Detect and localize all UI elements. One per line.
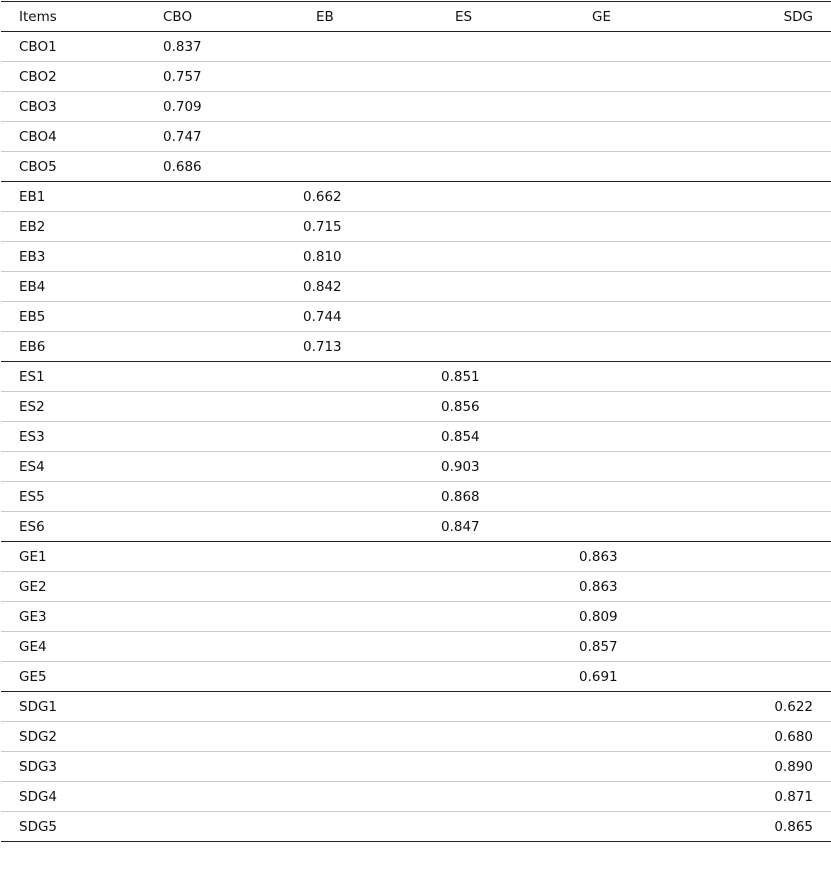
cell-sdg [695,182,831,212]
cell-ge [557,692,695,722]
cell-ge [557,722,695,752]
cell-cbo [141,572,281,602]
cell-eb [281,782,419,812]
cell-es [419,332,557,362]
cell-cbo [141,302,281,332]
cell-eb: 0.810 [303,248,342,265]
cell-sdg [695,242,831,272]
cell-eb [281,482,419,512]
cell-ge [557,302,695,332]
cell-ge [557,392,695,422]
cell-es [419,782,557,812]
cell-sdg: 0.890 [774,758,813,775]
cell-sdg: 0.865 [774,818,813,835]
cell-eb [281,392,419,422]
cell-es [419,692,557,722]
header-cbo: CBO [163,8,193,25]
table-row [1,662,831,692]
cell-item: ES4 [19,458,45,475]
cell-eb [281,92,419,122]
factor-loadings-table-container [0,1,813,884]
cell-sdg: 0.871 [774,788,813,805]
cell-es [419,272,557,302]
cell-item: SDG3 [19,758,58,775]
cell-eb [281,692,419,722]
cell-es [419,812,557,842]
cell-eb: 0.713 [303,338,342,355]
cell-sdg [695,392,831,422]
cell-sdg [695,62,831,92]
cell-es [419,92,557,122]
cell-item: EB3 [19,248,46,265]
table-header [1,2,831,32]
cell-item: ES6 [19,518,45,535]
header-items: Items [19,8,57,25]
header-eb: EB [316,8,334,25]
cell-item: EB1 [19,188,46,205]
cell-ge [557,272,695,302]
cell-eb [281,422,419,452]
cell-ge: 0.857 [579,638,618,655]
cell-ge [557,212,695,242]
cell-item: CBO1 [19,38,57,55]
cell-ge [557,362,695,392]
table-row [1,332,831,362]
cell-eb [281,122,419,152]
table-row [1,512,831,542]
cell-sdg [695,602,831,632]
cell-item: CBO5 [19,158,57,175]
cell-ge [557,242,695,272]
cell-eb: 0.715 [303,218,342,235]
cell-cbo [141,812,281,842]
cell-cbo [141,332,281,362]
cell-eb [281,452,419,482]
cell-cbo [141,362,281,392]
cell-es [419,182,557,212]
cell-es: 0.847 [441,518,480,535]
cell-es: 0.856 [441,398,480,415]
cell-eb [281,542,419,572]
cell-sdg [695,452,831,482]
cell-item: EB6 [19,338,46,355]
table-row [1,722,831,752]
cell-ge [557,182,695,212]
cell-eb [281,62,419,92]
table-row [1,32,831,62]
table-row [1,212,831,242]
cell-ge: 0.691 [579,668,618,685]
cell-cbo [141,662,281,692]
cell-sdg [695,332,831,362]
cell-sdg: 0.622 [774,698,813,715]
cell-item: GE5 [19,668,47,685]
cell-ge [557,62,695,92]
cell-cbo [141,542,281,572]
cell-item: EB5 [19,308,46,325]
cell-eb [281,662,419,692]
cell-item: EB2 [19,218,46,235]
header-row [1,2,831,32]
cell-item: ES1 [19,368,45,385]
cell-sdg [695,32,831,62]
cell-eb [281,752,419,782]
table-row [1,62,831,92]
cell-cbo [141,722,281,752]
cell-sdg [695,152,831,182]
cell-es: 0.903 [441,458,480,475]
cell-ge [557,92,695,122]
cell-cbo [141,512,281,542]
cell-eb [281,152,419,182]
cell-item: CBO4 [19,128,57,145]
cell-item: EB4 [19,278,46,295]
table-row [1,362,831,392]
table-row [1,452,831,482]
cell-es [419,242,557,272]
cell-eb [281,362,419,392]
cell-cbo [141,632,281,662]
header-ge: GE [592,8,611,25]
cell-es [419,662,557,692]
cell-es: 0.851 [441,368,480,385]
cell-item: SDG4 [19,788,58,805]
cell-ge [557,482,695,512]
cell-item: GE3 [19,608,47,625]
cell-cbo [141,452,281,482]
cell-cbo [141,692,281,722]
cell-es [419,572,557,602]
cell-es [419,722,557,752]
cell-cbo: 0.709 [163,98,202,115]
header-es: ES [455,8,473,25]
cell-cbo [141,422,281,452]
cell-es: 0.854 [441,428,480,445]
table-row [1,152,831,182]
cell-sdg [695,212,831,242]
cell-ge: 0.863 [579,548,618,565]
table-row [1,302,831,332]
cell-eb [281,512,419,542]
cell-es [419,122,557,152]
cell-es: 0.868 [441,488,480,505]
table-row [1,392,831,422]
cell-ge [557,782,695,812]
cell-ge [557,152,695,182]
cell-sdg [695,572,831,602]
cell-item: GE4 [19,638,47,655]
cell-item: CBO3 [19,98,57,115]
cell-cbo [141,392,281,422]
table-row [1,422,831,452]
cell-sdg [695,482,831,512]
cell-cbo: 0.747 [163,128,202,145]
cell-es [419,542,557,572]
table-row [1,782,831,812]
table-row [1,272,831,302]
cell-sdg [695,272,831,302]
cell-cbo: 0.686 [163,158,202,175]
cell-cbo [141,482,281,512]
table-row [1,482,831,512]
cell-es [419,302,557,332]
cell-ge [557,332,695,362]
cell-eb [281,722,419,752]
cell-ge [557,122,695,152]
cell-item: ES5 [19,488,45,505]
cell-cbo [141,782,281,812]
header-sdg: SDG [783,8,813,25]
cell-eb [281,572,419,602]
cell-cbo [141,272,281,302]
cell-sdg [695,662,831,692]
cell-cbo: 0.757 [163,68,202,85]
table-row [1,632,831,662]
cell-cbo [141,242,281,272]
cell-eb: 0.662 [303,188,342,205]
cell-cbo [141,752,281,782]
table-row [1,92,831,122]
cell-ge [557,752,695,782]
cell-eb [281,602,419,632]
cell-es [419,152,557,182]
table-body [1,32,831,842]
table-row [1,692,831,722]
cell-sdg [695,512,831,542]
cell-sdg [695,362,831,392]
table-row [1,602,831,632]
cell-sdg [695,302,831,332]
cell-es [419,32,557,62]
table-row [1,242,831,272]
cell-es [419,212,557,242]
cell-cbo: 0.837 [163,38,202,55]
cell-es [419,632,557,662]
cell-item: ES2 [19,398,45,415]
cell-sdg [695,632,831,662]
cell-eb [281,32,419,62]
cell-sdg [695,92,831,122]
table-row [1,182,831,212]
cell-ge [557,812,695,842]
cell-eb: 0.744 [303,308,342,325]
cell-cbo [141,212,281,242]
cell-item: ES3 [19,428,45,445]
cell-eb [281,812,419,842]
cell-item: GE2 [19,578,47,595]
factor-loadings-table [1,1,831,842]
cell-cbo [141,182,281,212]
cell-sdg [695,422,831,452]
table-row [1,812,831,842]
table-row [1,572,831,602]
cell-item: SDG5 [19,818,58,835]
cell-item: CBO2 [19,68,57,85]
cell-ge [557,452,695,482]
cell-es [419,602,557,632]
cell-ge [557,512,695,542]
cell-ge: 0.863 [579,578,618,595]
cell-es [419,752,557,782]
cell-es [419,62,557,92]
cell-eb [281,632,419,662]
cell-ge [557,32,695,62]
cell-sdg [695,122,831,152]
cell-item: SDG1 [19,698,58,715]
table-row [1,122,831,152]
cell-sdg [695,542,831,572]
cell-sdg: 0.680 [774,728,813,745]
cell-ge [557,422,695,452]
cell-item: SDG2 [19,728,58,745]
cell-item: GE1 [19,548,47,565]
cell-eb: 0.842 [303,278,342,295]
table-row [1,752,831,782]
cell-ge: 0.809 [579,608,618,625]
table-row [1,542,831,572]
cell-cbo [141,602,281,632]
